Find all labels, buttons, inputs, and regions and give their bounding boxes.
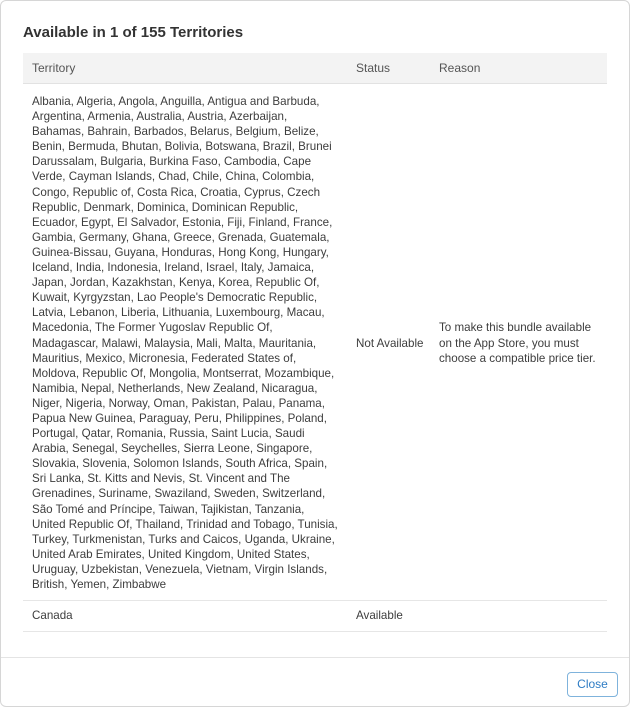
table-row bbox=[23, 601, 607, 632]
territories-table bbox=[23, 53, 607, 632]
territory-cell: Albania, Algeria, Angola, Anguilla, Antigua and Barbuda, Argentina, Armenia, Australia, Austria, Azerbaijan, Bahamas, Bahrain, Barbados, Belarus, Belgium, Belize, Benin, Bermuda, Bhutan, Bolivia, Botswana, Brazil, Brunei Darussalam, Bulgaria, Burkina Faso, Cambodia, Cape Verde, Cayman Islands, Chad, Chile, China, Colombia, Congo, Republic of, Costa Rica, Croatia, Cyprus, Czech Republic, Denmark, Dominica, Dominican Republic, Ecuador, Egypt, El Salvador, Estonia, Fiji, Finland, France, Gambia, Germany, Ghana, Greece, Grenada, Guatemala, Guinea-Bissau, Guyana, Honduras, Hong Kong, Hungary, Iceland, India, Indonesia, Ireland, Israel, Italy, Jamaica, Japan, Jordan, Kazakhstan, Kenya, Korea, Republic Of, Kuwait, Kyrgyzstan, Lao People's Democratic Republic, Latvia, Lebanon, Liberia, Lithuania, Luxembourg, Macau, Macedonia, The Former Yugoslav Republic Of, Madagascar, Malawi, Malaysia, Mali, Malta, Mauritania, Mauritius, Mexico, Micronesia, Federated States of, Moldova, Republic Of, Mongolia, Montserrat, Mozambique, Namibia, Nepal, Netherlands, New Zealand, Nicaragua, Niger, Nigeria, Norway, Oman, Pakistan, Palau, Panama, Papua New Guinea, Paraguay, Peru, Philippines, Poland, Portugal, Qatar, Romania, Russia, Saint Lucia, Saudi Arabia, Senegal, Seychelles, Sierra Leone, Singapore, Slovakia, Slovenia, Solomon Islands, South Africa, Spain, Sri Lanka, St. Kitts and Nevis, St. Vincent and The Grenadines, Suriname, Swaziland, Sweden, Switzerland, São Tomé and Príncipe, Taiwan, Tajikistan, Tanzania, United Republic Of, Thailand, Trinidad and Tobago, Tunisia, Turkey, Turkmenistan, Turks and Caicos, Uganda, Ukraine, United Arab Emirates, United Kingdom, United States, Uruguay, Uzbekistan, Venezuela, Vietnam, Virgin Islands, British, Yemen, Zimbabwe bbox=[23, 84, 347, 601]
reason-cell bbox=[430, 601, 607, 632]
status-cell: Available bbox=[347, 601, 430, 632]
table-header bbox=[23, 53, 607, 84]
footer-divider bbox=[1, 657, 629, 658]
reason-cell: To make this bundle available on the App Store, you must choose a compatible price tier. bbox=[430, 84, 607, 601]
territory-cell: Canada bbox=[23, 601, 347, 632]
column-header-reason: Reason bbox=[430, 53, 607, 84]
close-button[interactable]: Close bbox=[567, 672, 618, 697]
table-header-row bbox=[23, 53, 607, 84]
status-cell: Not Available bbox=[347, 84, 430, 601]
table-row bbox=[23, 84, 607, 601]
column-header-status: Status bbox=[347, 53, 430, 84]
territories-table-container bbox=[23, 53, 607, 632]
column-header-territory: Territory bbox=[23, 53, 347, 84]
dialog-title: Available in 1 of 155 Territories bbox=[23, 24, 244, 41]
table-body bbox=[23, 84, 607, 632]
